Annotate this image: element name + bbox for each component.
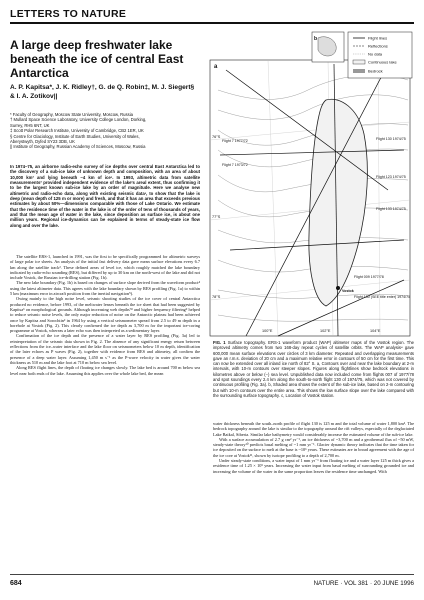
legend-item: Continuous lake (368, 59, 397, 65)
affiliation-line: Surrey, RH5 6NT, UK (10, 122, 50, 128)
page-number: 684 (10, 580, 22, 587)
figure-caption (213, 340, 414, 398)
lon-label: 104°E (370, 329, 381, 333)
body-paragraph: Along RES flight lines, the depth of floating ice changes slowly. The lake bed is around 700 m below sea level near both ends of the lake. Assuming this applies over the whole lake bed, the mean (10, 365, 200, 376)
legend-swatch-bedrock (353, 69, 365, 73)
affiliation-line: ‡ Scott Polar Research Institute, University of Cambridge, CB2 1ER, UK (10, 128, 144, 134)
top-rule (10, 22, 414, 24)
body-paragraph: Under steady-state conditions, a water input of 1 mm yr⁻¹ from floating ice and a water layer 125 m thick gives a residence time of 1.25 × 10⁵ years. Increasing the water input from basal melting of surrounding grounded ice and increasing the volume of the water in the same proportion leaves the residence time unchanged. With (213, 458, 414, 474)
legend-item: No data (368, 51, 383, 57)
footer-rule (10, 574, 414, 575)
section-label: LETTERS TO NATURE (10, 8, 127, 20)
flight-label: Flight 7 1977/72 (222, 139, 248, 143)
lat-label: 76°S (212, 135, 221, 139)
caption-text: Surface topography. ERS-1 waveform product (WAP) altimeter maps of the Vostok region. The improved altimetry comes from two 168-day repeat cycles of satellite orbits. The WAP analysis⁴ gave 600,000 mean surface elevations over circles of 3 km diameter. Repeated and overlapping measurements gave an r.m.s. deviation of 20 cm and a maximum relative error in contours of 50 cm for the first time. This can now be extended over all inland ice north of 82° S. a, Contours over and near the lake boundary at 2-m intervals, with 10-m contours over steeper slopes. Figures along flightlines show bedrock elevations in kilometres above or below (−) sea level. Unpublished data now included come from flights 007 of 1977/78 and spot soundings every 2.4 km along the south-to-north flight 130 of 1974/75, which was not covered by continuous profiling (Fig. 3a). b, Shaded area shows the extent of the sub-ice lake, based on 2-m contouring but with 10-m contours over the entire area. This shows the low surface slope over the lake compared with the surrounding surface topography. c, Location of Vostok station. (213, 340, 414, 398)
body-paragraph: The new lake boundary (Fig. 1b) is based on changes of surface slope derived from the waveform product⁴ using the latest altimeter data. This agrees with the lake boundary shown by RES profiling (Fig. 1a) to within 5 km (maximum error in aircraft position from the inertial navigation⁵). (10, 280, 200, 297)
body-paragraph: water thickness beneath the south–north profile of flight 130 is 125 m and the total volume of water 1,800 km³. The bedrock topography around the lake is similar to the topography around the rift valleys, especially of the deglaciated Lake Baikal, Siberia. Similar lake bathymetry would considerably increase the estimated volume of the sub-ice lake. (213, 421, 414, 437)
flight-label: Flight 133 1974/75 (376, 207, 406, 211)
affiliation-line: || Institute of Geography, Russian Academy of Sciences, Moscow, Russia (10, 144, 146, 150)
station-label: Vostok (342, 289, 354, 293)
flight-label: Flight 7 1973/72 (222, 163, 248, 167)
body-paragraph: Owing mainly to the high noise level, seismic shooting studies of the ice cover of central Antarctica produced no evidence, before 1993, of the meltwater lenses beneath the ice sheet that had been suggested by Kapitsa⁶ on morphological grounds. Although increasing web depths⁷⁸ and higher frequency filtering⁹ helped to reduce seismic noise levels, the only major reduction of noise on the Antarctic plateau had been achieved once by Kapitsa and Sorochtin³ in 1964 by using a vertical seismometer spread from 2.5 to 49 m depth in a borehole at Vostok (Fig. 2). This clearly confirmed the ice depth as 3,700 m for the important ice-coring programme at Vostok, whereas a later echo was then interpreted as a sedimentary layer. (10, 296, 200, 334)
lon-label: 102°E (320, 329, 331, 333)
body-column-left (10, 254, 200, 376)
lon-label: 100°E (262, 329, 273, 333)
legend-swatch-lake (353, 60, 365, 64)
body-column-right (213, 421, 414, 474)
flight-label: Flight 009 1977/78 (354, 275, 384, 279)
lat-label: 77°S (212, 215, 221, 219)
affiliation-line: Aberystwyth, Dyfed SY23 3DB, UK (10, 139, 75, 145)
body-paragraph: The satellite ERS-1, launched in 1991, was the first to be specifically programmed for altimetric surveys of large polar ice sheets. An analysis of the initial fast delivery data gave mean surface elevations every 6.7 km along the satellite track². These defined areas of level ice, which roughly matched the lake boundary indicated by radio-echo sounding (RES), but differed by up to 30 km on the north-west of the lake and did not include Vostok, the Russian ice-drilling station (Fig. 1b). (10, 254, 200, 281)
journal-citation: NATURE · VOL 381 · 20 JUNE 1996 (313, 580, 414, 587)
lat-label: 78°S (212, 295, 221, 299)
author-list: A. P. Kapitsa*, J. K. Ridley†, G. de Q. Robin‡, M. J. Siegert§ & I. A. Zotikov|| (10, 84, 195, 100)
affiliation-line: * Faculty of Geography, Moscow State University, Moscow, Russia (10, 112, 133, 117)
affiliations (10, 112, 200, 150)
caption-label: FIG. 1 (213, 340, 226, 345)
flight-label: Flight 130 1974/75 (376, 137, 406, 141)
panel-label: a (214, 64, 218, 70)
article-title: A large deep freshwater lake beneath the ice of central East Antarctica (10, 38, 184, 80)
affiliation-line: † Mullard Space Science Laboratory, University College London, Dorking, (10, 117, 147, 123)
flight-label: Flight 123 1974/75 (376, 175, 406, 179)
panel-label: b (314, 36, 318, 42)
figure-1-map (208, 30, 414, 338)
legend-item: Flight lines (368, 35, 388, 41)
abstract: In 1974–75, an airborne radio-echo survey of ice depths over central East Antarctica led to the discovery of a sub-ice lake of unknown depth and composition, with an area of about 10,000 km² and lying beneath ~4 km of ice¹. In 1993, altimetric data from satellite measurements² provided independent evidence of the lake's areal extent, thus confirming it to be the largest known sub-ice lake by an order of magnitude. Here we analyse new altimetric and radio-echo data, along with existing seismic data³, to show that the lake is deep (mean depth of 125 m or more) and fresh, and that it has an area that exceeds previous estimates by about 50%—dimensions comparable with those of Lake Ontario. We estimate that the residence time of the water in the lake is of the order of tens of thousands of years, and that the mean age of water in the lake, since deposition as surface ice, is about one million years. Regional ice-dynamics can be explained in terms of steady-state ice flow along and over the lake. (10, 164, 200, 228)
legend-item: Reflections (368, 43, 388, 49)
body-paragraph: Confirmation of the ice depth and the presence of a water layer by RES profiling (Fig. 3a) led to reinterpretation of the seismic data shown in Fig. 2. The absence of any significant energy return between reflections from the ice–water interface and the lake floor on seismometers below 10 m depth, identification of the later echoes as P waves (Fig. 2), together with evidence from RES and altimetry, all confirm the presence of a deep water layer. Assuming 1,450 m s⁻¹ as the P-wave velocity in water gives the water thickness as 510 m and the lake foot at 710 m below sea level. (10, 333, 200, 365)
flight-label: Flight 130 (SEE title enter) 1974/75 (354, 295, 411, 299)
vostok-station-marker (336, 286, 340, 290)
body-paragraph: With a surface accumulation of 2.7 g cm² yr⁻¹, an ice thickness of ~3,700 m and a geothermal flux of ~50 mW, steady-state theory¹⁰ predicts basal melting of ~1 mm yr⁻¹. Glacier dynamic theory indicates that the time taken for ice deposited on the surface to melt at the base is ~10⁶ years. These estimates are in broad agreement with the age of the ice core at Vostok¹¹, shown by isotope profiling to a depth of 2,700 m. (213, 436, 414, 458)
affiliation-line: § Centre for Glaciology, Institute of Earth Studies, University of Wales, (10, 133, 140, 139)
legend-item: Bedrock (368, 68, 383, 74)
